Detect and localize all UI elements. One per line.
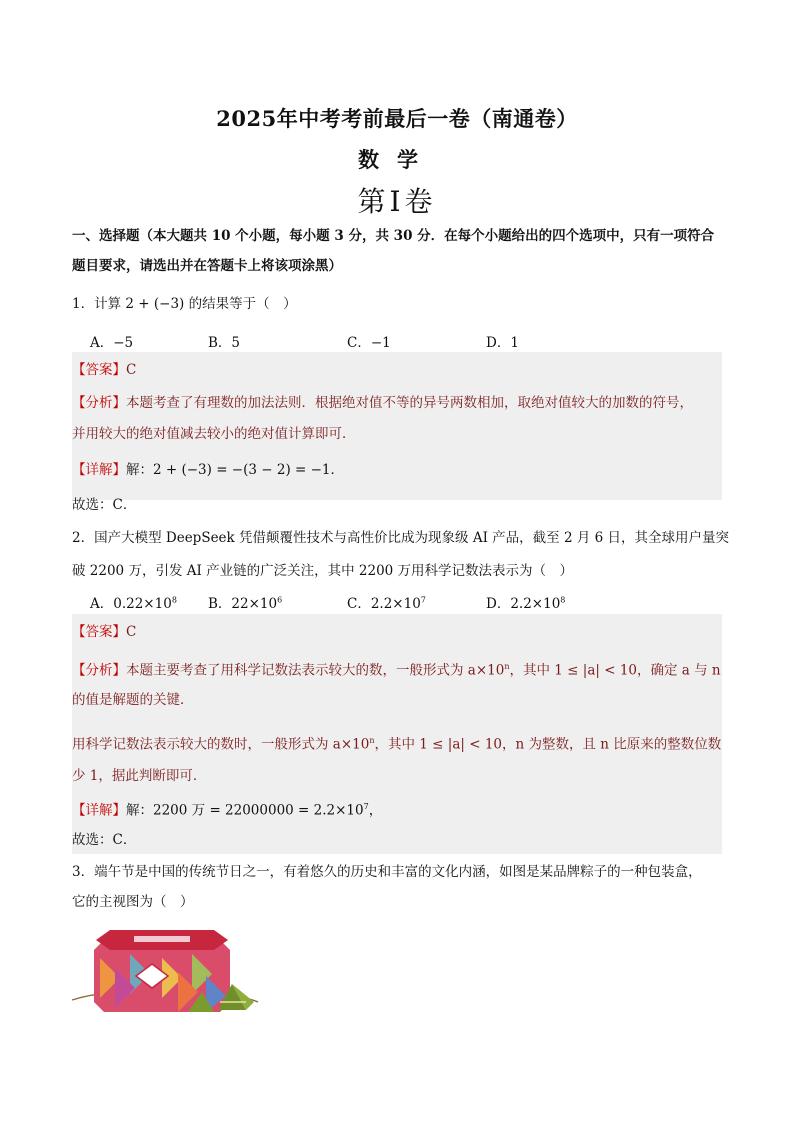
q3-stem-line2: 它的主视图为（ ） [72,894,194,910]
q1-option-b: B．5 [208,335,241,351]
q2-stem-line2: 破 2200 万，引发 AI 产业链的广泛关注，其中 2200 万用科学记数法表示为（ ） [72,563,574,579]
q1-detail: 【详解】解：2 + (−3) = −(3 − 2) = −1． [72,462,345,478]
q2-option-c: C．$2.2\times 10^7$ [347,595,426,612]
q1-choose: 故选：C． [72,497,137,513]
q1-stem: 1．计算 2 + (−3) 的结果等于（ ） [72,296,297,312]
subject-title: 数学 [358,147,436,172]
section-instructions-line2: 题目要求，请选出并在答题卡上将该项涂黑） [72,258,342,274]
volume-title: 第Ⅰ卷 [357,185,437,218]
q2-analysis-line1: 【分析】本题主要考查了用科学记数法表示较大的数，一般形式为 $a\times 10^n$，其中 1 ≤ |a| < 10，确定 a 与 n [72,662,721,679]
q1-analysis-line2: 并用较大的绝对值减去较小的绝对值计算即可． [72,426,356,442]
q2-answer: 【答案】C [72,624,137,640]
q2-option-a: A．$0.22\times 10^8$ [90,595,177,612]
q2-analysis-line3: 用科学记数法表示较大的数时，一般形式为 $a\times 10^n$，其中 1 ≤ |a| < 10，n 为整数，且 n 比原来的整数位数 [72,736,722,753]
q2-detail: 【详解】解：2200 万 = $22000000 = 2.2\times 10^7$， [72,802,383,819]
q2-choose: 故选：C． [72,832,137,848]
page-title: 2025年中考考前最后一卷（南通卷） [216,106,578,131]
q2-option-b: B．$22\times 10^6$ [208,595,283,612]
q2-analysis-line4: 少 1，据此判断即可． [72,768,207,784]
q2-option-d: D．$2.2\times 10^8$ [486,595,566,612]
q3-stem-line1: 3．端午节是中国的传统节日之一，有着悠久的历史和丰富的文化内涵，如图是某品牌粽子的一种包装盒， [72,864,702,880]
q1-analysis-line1: 【分析】本题考查了有理数的加法法则．根据绝对值不等的异号两数相加，取绝对值较大的加数的符号， [72,395,693,411]
q1-answer: 【答案】C [72,362,137,378]
q2-analysis-line2: 的值是解题的关键． [72,692,194,708]
q1-option-a: A．−5 [90,335,134,351]
q1-option-c: C．−1 [347,335,391,351]
zongzi-box-image [70,928,260,1020]
q2-stem-line1: 2．国产大模型 DeepSeek 凭借颠覆性技术与高性价比成为现象级 AI 产品，截至 2 月 6 日，其全球用户量突 [72,530,730,546]
q1-option-d: D．1 [486,335,519,351]
section-instructions-line1: 一、选择题（本大题共 10 个小题，每小题 3 分，共 30 分．在每个小题给出的四个选项中，只有一项符合 [72,228,715,244]
